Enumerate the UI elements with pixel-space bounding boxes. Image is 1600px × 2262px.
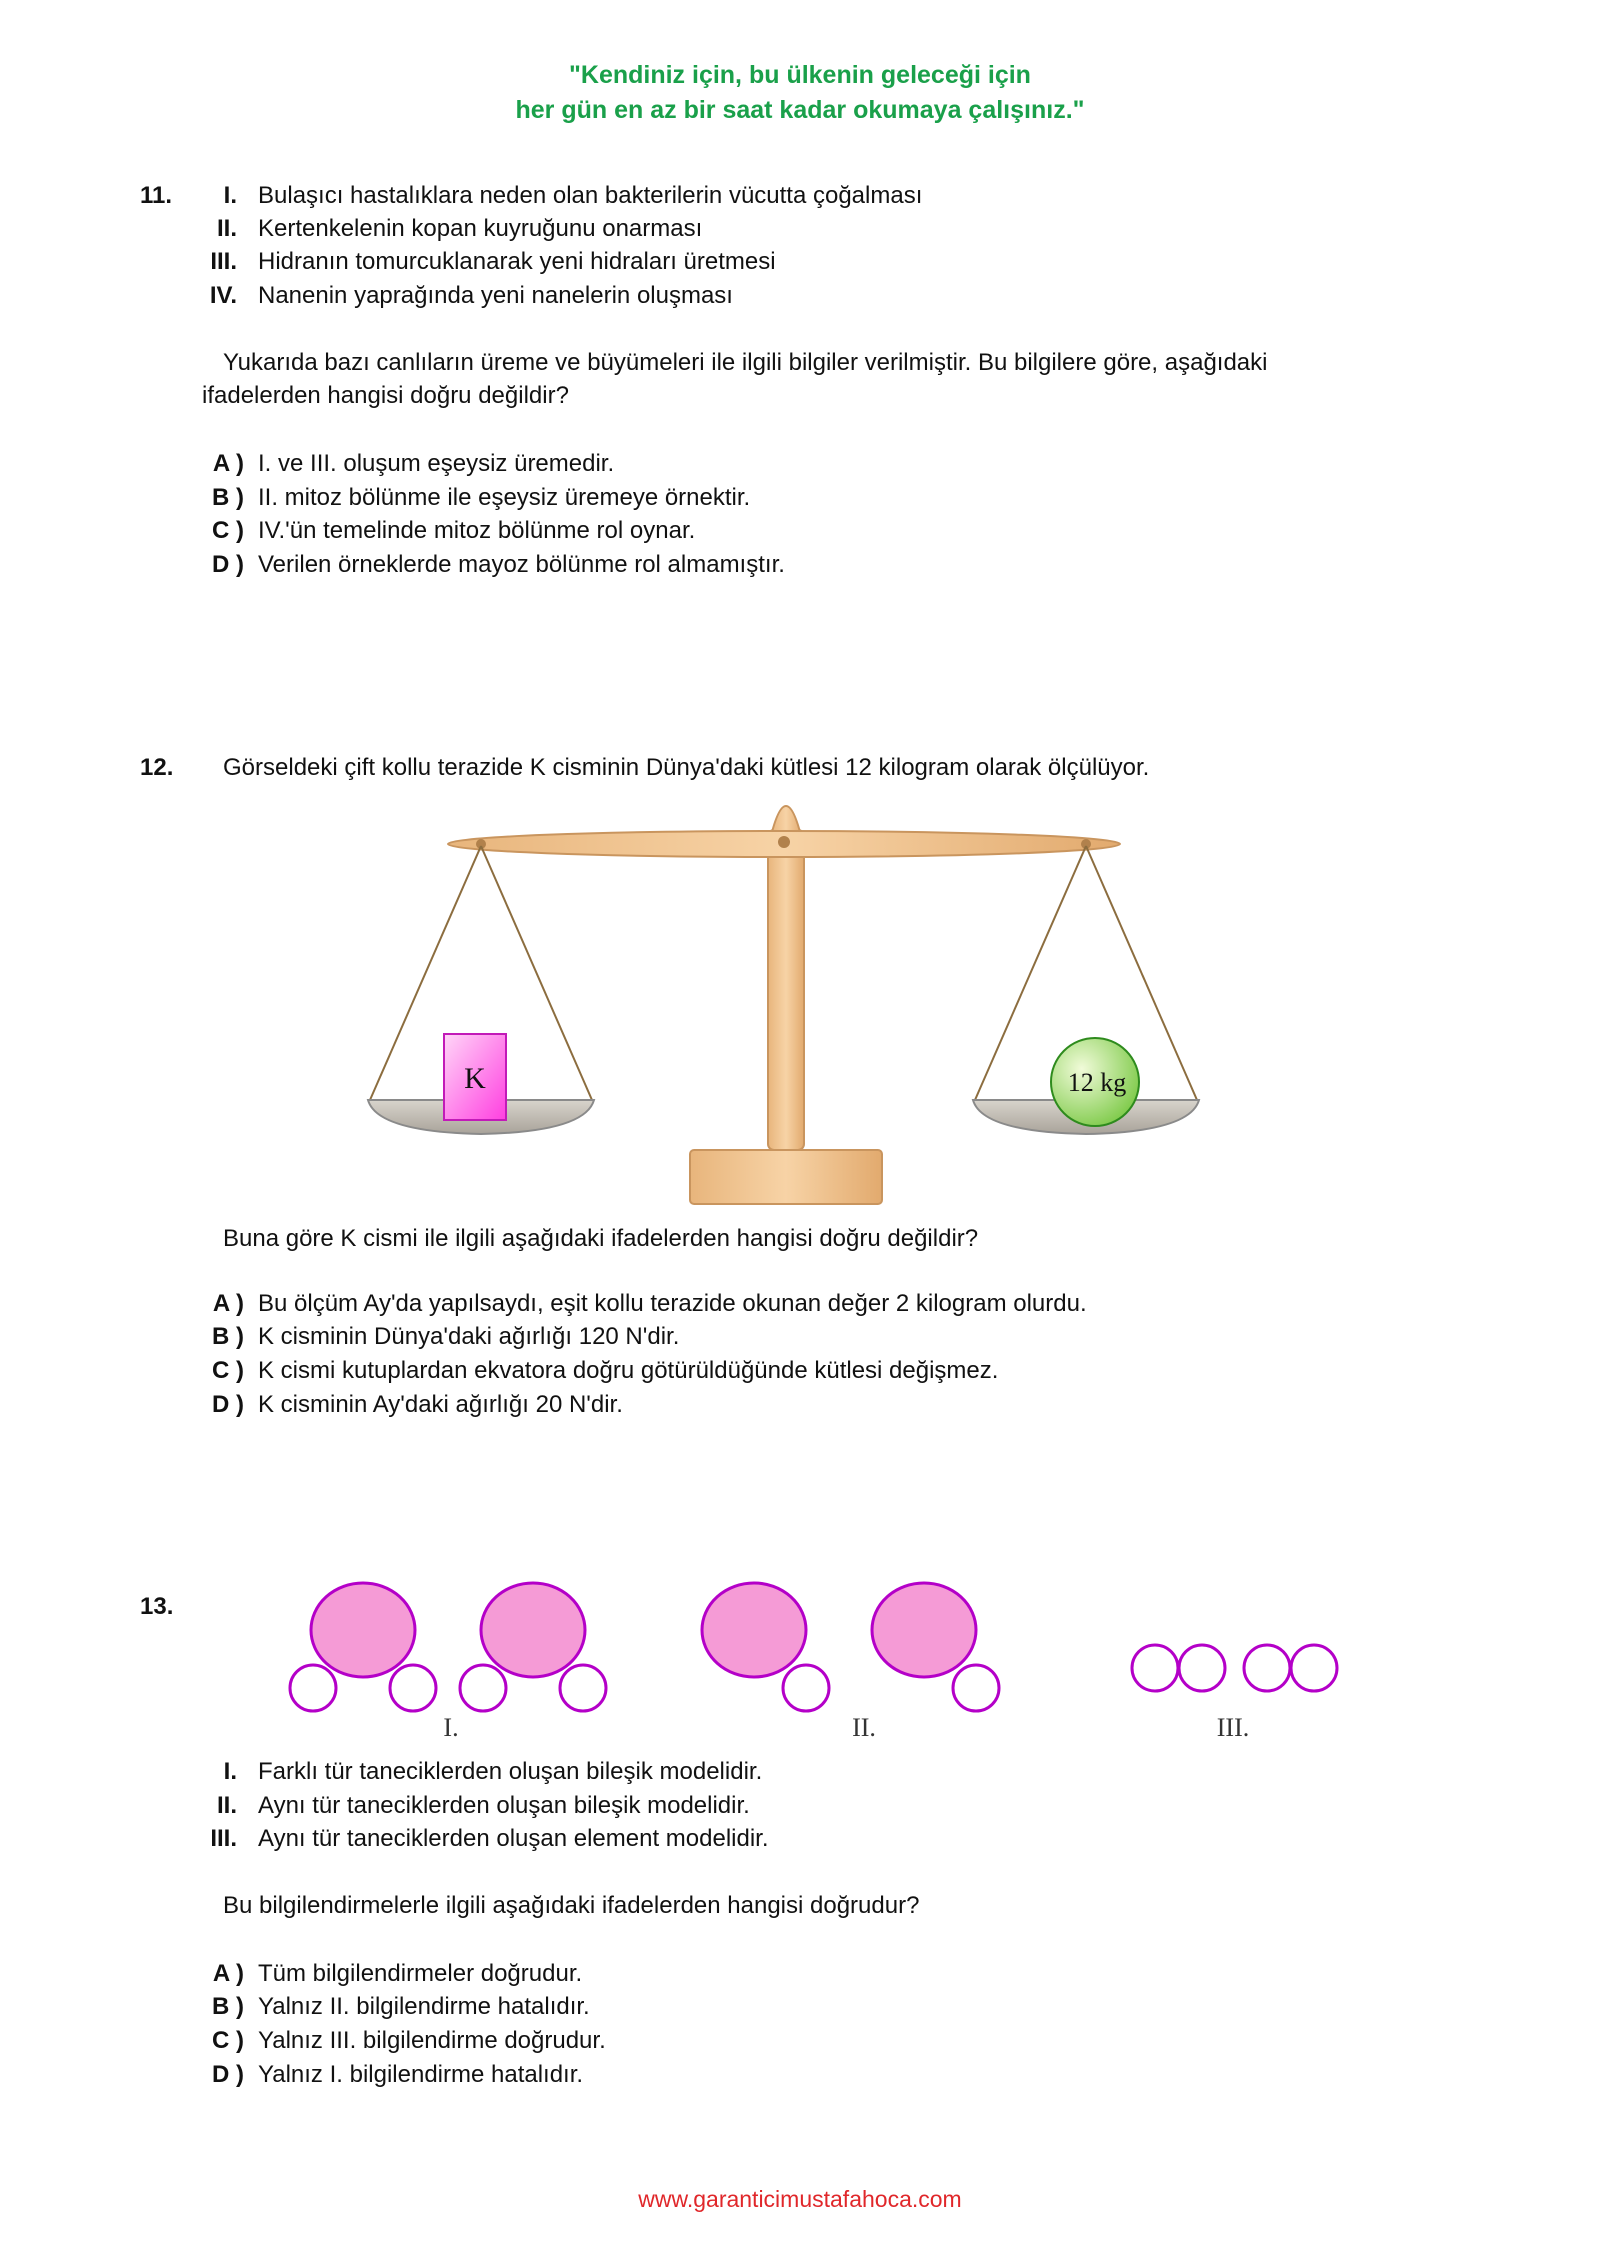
motto: [0, 58, 1600, 128]
item-text: Aynı tür taneciklerden oluşan bileşik modelidir.: [258, 1792, 750, 1819]
option-text[interactable]: Tüm bilgilendirmeler doğrudur.: [258, 1960, 583, 1987]
option-text[interactable]: I. ve III. oluşum eşeysiz üremedir.: [258, 450, 615, 477]
option-text[interactable]: Yalnız I. bilgilendirme hatalıdır.: [258, 2061, 584, 2088]
option-letter[interactable]: C ): [212, 517, 244, 544]
option-letter[interactable]: A ): [212, 1960, 244, 1987]
balance-scale-figure: [0, 780, 1600, 1210]
item-numeral: III.: [210, 1825, 237, 1852]
model-2: [872, 1583, 999, 1711]
option-letter[interactable]: B ): [212, 1323, 244, 1350]
question-number: 12.: [140, 754, 174, 781]
item-numeral: I.: [223, 1758, 237, 1785]
option-text[interactable]: II. mitoz bölünme ile eşeysiz üremeye örnektir.: [258, 484, 751, 511]
item-numeral: III.: [210, 248, 237, 275]
option-text[interactable]: Verilen örneklerde mayoz bölünme rol almamıştır.: [258, 551, 785, 578]
motto-line-1: "Kendiniz için, bu ülkenin geleceği için: [569, 61, 1031, 89]
item-text: Hidranın tomurcuklanarak yeni hidraları üretmesi: [258, 248, 776, 275]
model-1: [460, 1583, 606, 1711]
option-letter[interactable]: A ): [212, 1290, 244, 1317]
option-letter[interactable]: B ): [212, 484, 244, 511]
option-text[interactable]: Yalnız III. bilgilendirme doğrudur.: [258, 2027, 606, 2054]
figure-label-1: I.: [443, 1713, 459, 1740]
question-stem: ifadelerden hangisi doğru değildir?: [202, 382, 569, 409]
object-k-label: K: [464, 1062, 486, 1095]
item-text: Aynı tür taneciklerden oluşan element modelidir.: [258, 1825, 769, 1852]
option-letter[interactable]: D ): [212, 1391, 244, 1418]
option-text[interactable]: K cismi kutuplardan ekvatora doğru götürüldüğünde kütlesi değişmez.: [258, 1357, 999, 1384]
figure-label-2: II.: [852, 1713, 876, 1740]
scale-pillar: [768, 830, 804, 1150]
option-text[interactable]: IV.'ün temelinde mitoz bölünme rol oynar.: [258, 517, 696, 544]
option-text[interactable]: K cisminin Ay'daki ağırlığı 20 N'dir.: [258, 1391, 623, 1418]
question-intro: Görseldeki çift kollu terazide K cisminin Dünya'daki kütlesi 12 kilogram olarak ölçülüyor.: [223, 754, 1150, 781]
item-numeral: II.: [216, 1792, 237, 1819]
model-2: [702, 1583, 829, 1711]
mass-12kg-label: 12 kg: [1067, 1068, 1127, 1097]
question-stem: Yukarıda bazı canlıların üreme ve büyümeleri ile ilgili bilgiler verilmiştir. Bu bilgilere göre, aşağıdaki: [223, 349, 1268, 376]
item-numeral: IV.: [209, 282, 237, 309]
option-letter[interactable]: D ): [212, 551, 244, 578]
option-text[interactable]: Yalnız II. bilgilendirme hatalıdır.: [258, 1993, 590, 2020]
question-number: 13.: [140, 1593, 174, 1620]
option-letter[interactable]: B ): [212, 1993, 244, 2020]
item-text: Bulaşıcı hastalıklara neden olan bakterilerin vücutta çoğalması: [258, 182, 923, 209]
item-numeral: II.: [216, 215, 237, 242]
item-text: Farklı tür taneciklerden oluşan bileşik modelidir.: [258, 1758, 763, 1785]
item-numeral: I.: [223, 182, 237, 209]
option-text[interactable]: Bu ölçüm Ay'da yapılsaydı, eşit kollu terazide okunan değer 2 kilogram olurdu.: [258, 1290, 1087, 1317]
footer-url[interactable]: www.garanticimustafahoca.com: [638, 2186, 962, 2212]
question-number: 11.: [140, 182, 173, 209]
model-3: [1132, 1645, 1337, 1691]
option-letter[interactable]: C ): [212, 1357, 244, 1384]
scale-base: [690, 1150, 882, 1204]
question-stem: Bu bilgilendirmelerle ilgili aşağıdaki ifadelerden hangisi doğrudur?: [223, 1892, 920, 1919]
model-1: [290, 1583, 436, 1711]
option-letter[interactable]: C ): [212, 2027, 244, 2054]
question-stem: Buna göre K cismi ile ilgili aşağıdaki ifadelerden hangisi doğru değildir?: [223, 1225, 979, 1252]
motto-line-2: her gün en az bir saat kadar okumaya çalışınız.": [515, 96, 1085, 124]
item-text: Nanenin yaprağında yeni nanelerin oluşması: [258, 282, 733, 309]
option-letter[interactable]: D ): [212, 2061, 244, 2088]
option-text[interactable]: K cisminin Dünya'daki ağırlığı 120 N'dir.: [258, 1323, 680, 1350]
molecule-models-figure: [0, 1560, 1600, 1740]
option-letter[interactable]: A ): [212, 450, 244, 477]
figure-label-3: III.: [1216, 1713, 1250, 1740]
item-text: Kertenkelenin kopan kuyruğunu onarması: [258, 215, 703, 242]
